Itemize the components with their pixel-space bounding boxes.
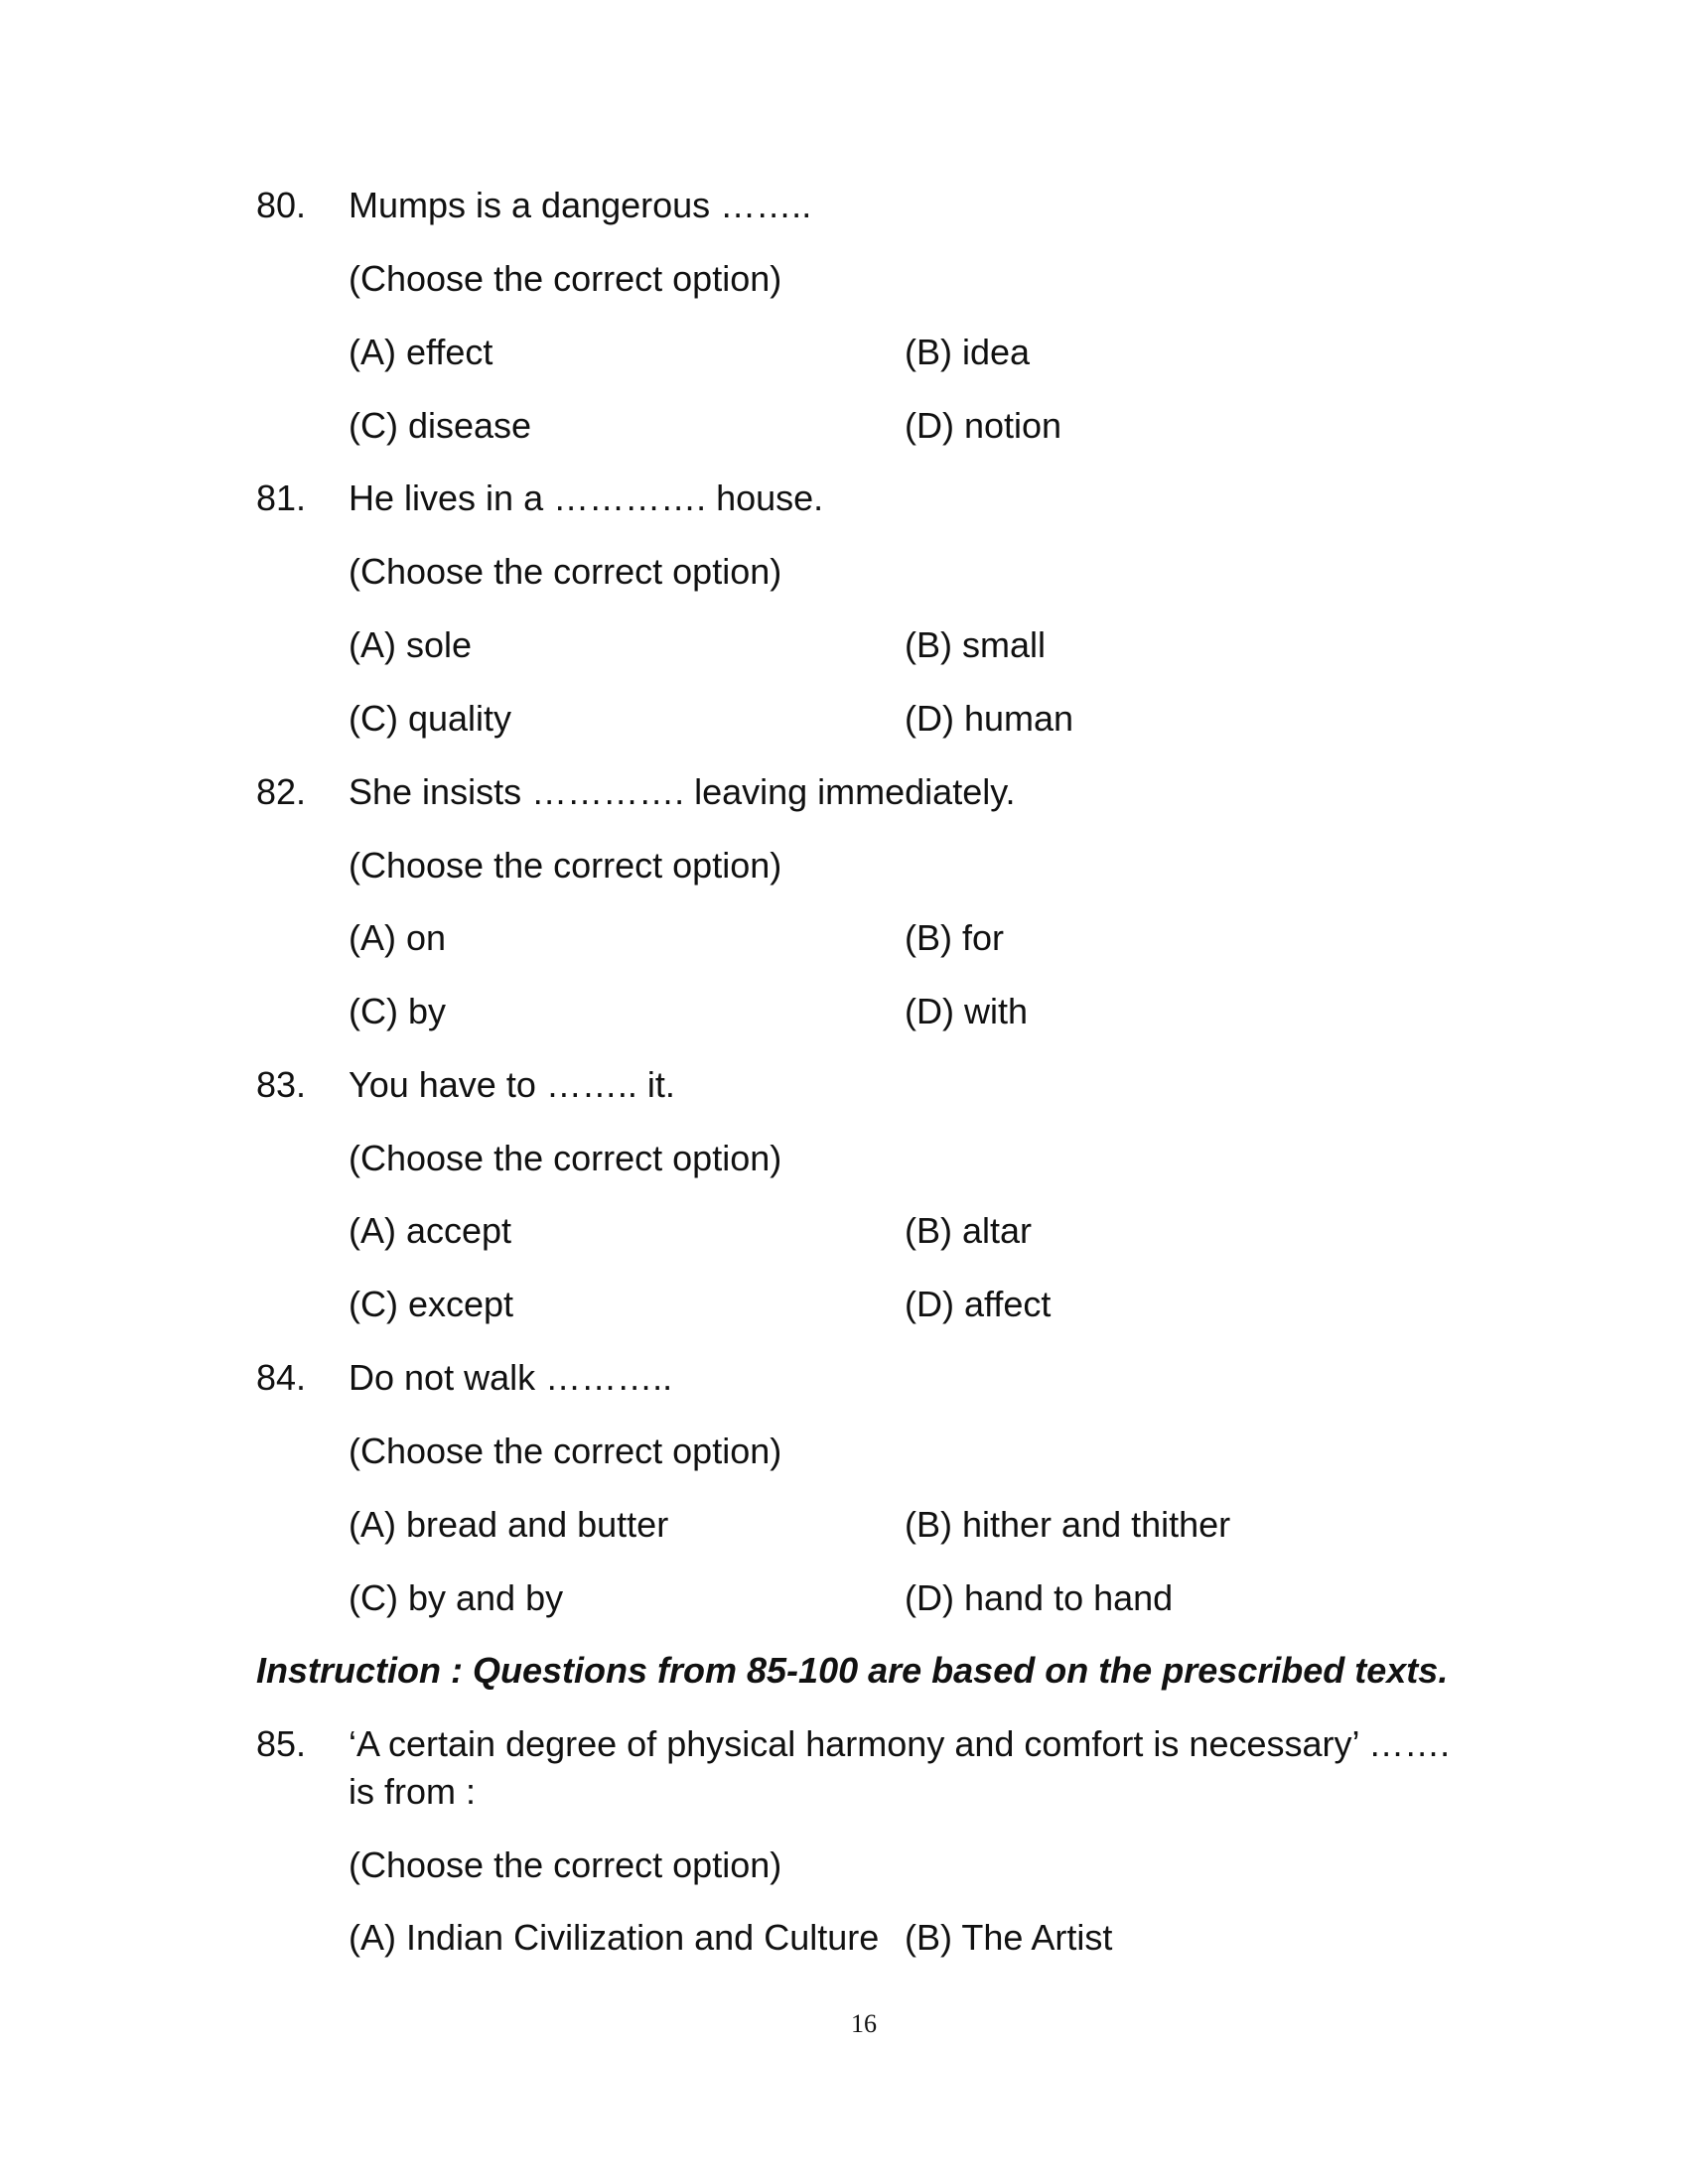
question-80-prompt: (Choose the correct option) — [349, 258, 782, 299]
question-81-option-a: (A) sole — [349, 624, 473, 665]
question-84-prompt: (Choose the correct option) — [349, 1431, 782, 1471]
question-82-option-b: (B) for — [905, 917, 1005, 958]
question-84-option-a: (A) bread and butter — [349, 1504, 669, 1545]
question-81-prompt: (Choose the correct option) — [349, 551, 782, 592]
question-84-text: Do not walk ……….. — [349, 1357, 673, 1398]
question-85-option-b: (B) The Artist — [905, 1917, 1113, 1958]
question-80-option-a: (A) effect — [349, 332, 493, 372]
question-80-text: Mumps is a dangerous …….. — [349, 185, 812, 225]
question-80-option-b: (B) idea — [905, 332, 1031, 372]
question-85-text-line-2: is from : — [349, 1771, 477, 1812]
question-80-option-d: (D) notion — [905, 405, 1062, 446]
question-81-text: He lives in a …………. house. — [349, 478, 824, 518]
question-82-prompt: (Choose the correct option) — [349, 845, 782, 886]
question-81-option-c: (C) quality — [349, 698, 512, 739]
question-83-option-c: (C) except — [349, 1284, 514, 1324]
question-83-option-a: (A) accept — [349, 1210, 512, 1251]
instruction-text: Instruction : Questions from 85-100 are based on the prescribed texts. — [256, 1650, 1449, 1691]
page-number: 16 — [851, 2009, 877, 2038]
question-84-option-c: (C) by and by — [349, 1577, 564, 1618]
question-85-text-line-1: ‘A certain degree of physical harmony and comfort is necessary’ ……. — [349, 1723, 1451, 1764]
question-82-option-d: (D) with — [905, 991, 1028, 1031]
question-82-option-a: (A) on — [349, 917, 447, 958]
question-81-option-b: (B) small — [905, 624, 1046, 665]
question-80-option-c: (C) disease — [349, 405, 532, 446]
question-82-text: She insists …………. leaving immediately. — [349, 771, 1016, 812]
question-83-prompt: (Choose the correct option) — [349, 1138, 782, 1178]
question-83-option-d: (D) affect — [905, 1284, 1052, 1324]
question-83-number: 83. — [256, 1064, 307, 1105]
question-81-number: 81. — [256, 478, 307, 518]
question-85-number: 85. — [256, 1723, 307, 1764]
question-85-prompt: (Choose the correct option) — [349, 1844, 782, 1885]
question-81-option-d: (D) human — [905, 698, 1074, 739]
question-80-number: 80. — [256, 185, 307, 225]
question-83-option-b: (B) altar — [905, 1210, 1033, 1251]
question-82-number: 82. — [256, 771, 307, 812]
question-84-option-b: (B) hither and thither — [905, 1504, 1231, 1545]
question-83-text: You have to …….. it. — [349, 1064, 675, 1105]
question-85-option-a: (A) Indian Civilization and Culture — [349, 1917, 880, 1958]
question-82-option-c: (C) by — [349, 991, 446, 1031]
question-84-option-d: (D) hand to hand — [905, 1577, 1174, 1618]
question-84-number: 84. — [256, 1357, 307, 1398]
